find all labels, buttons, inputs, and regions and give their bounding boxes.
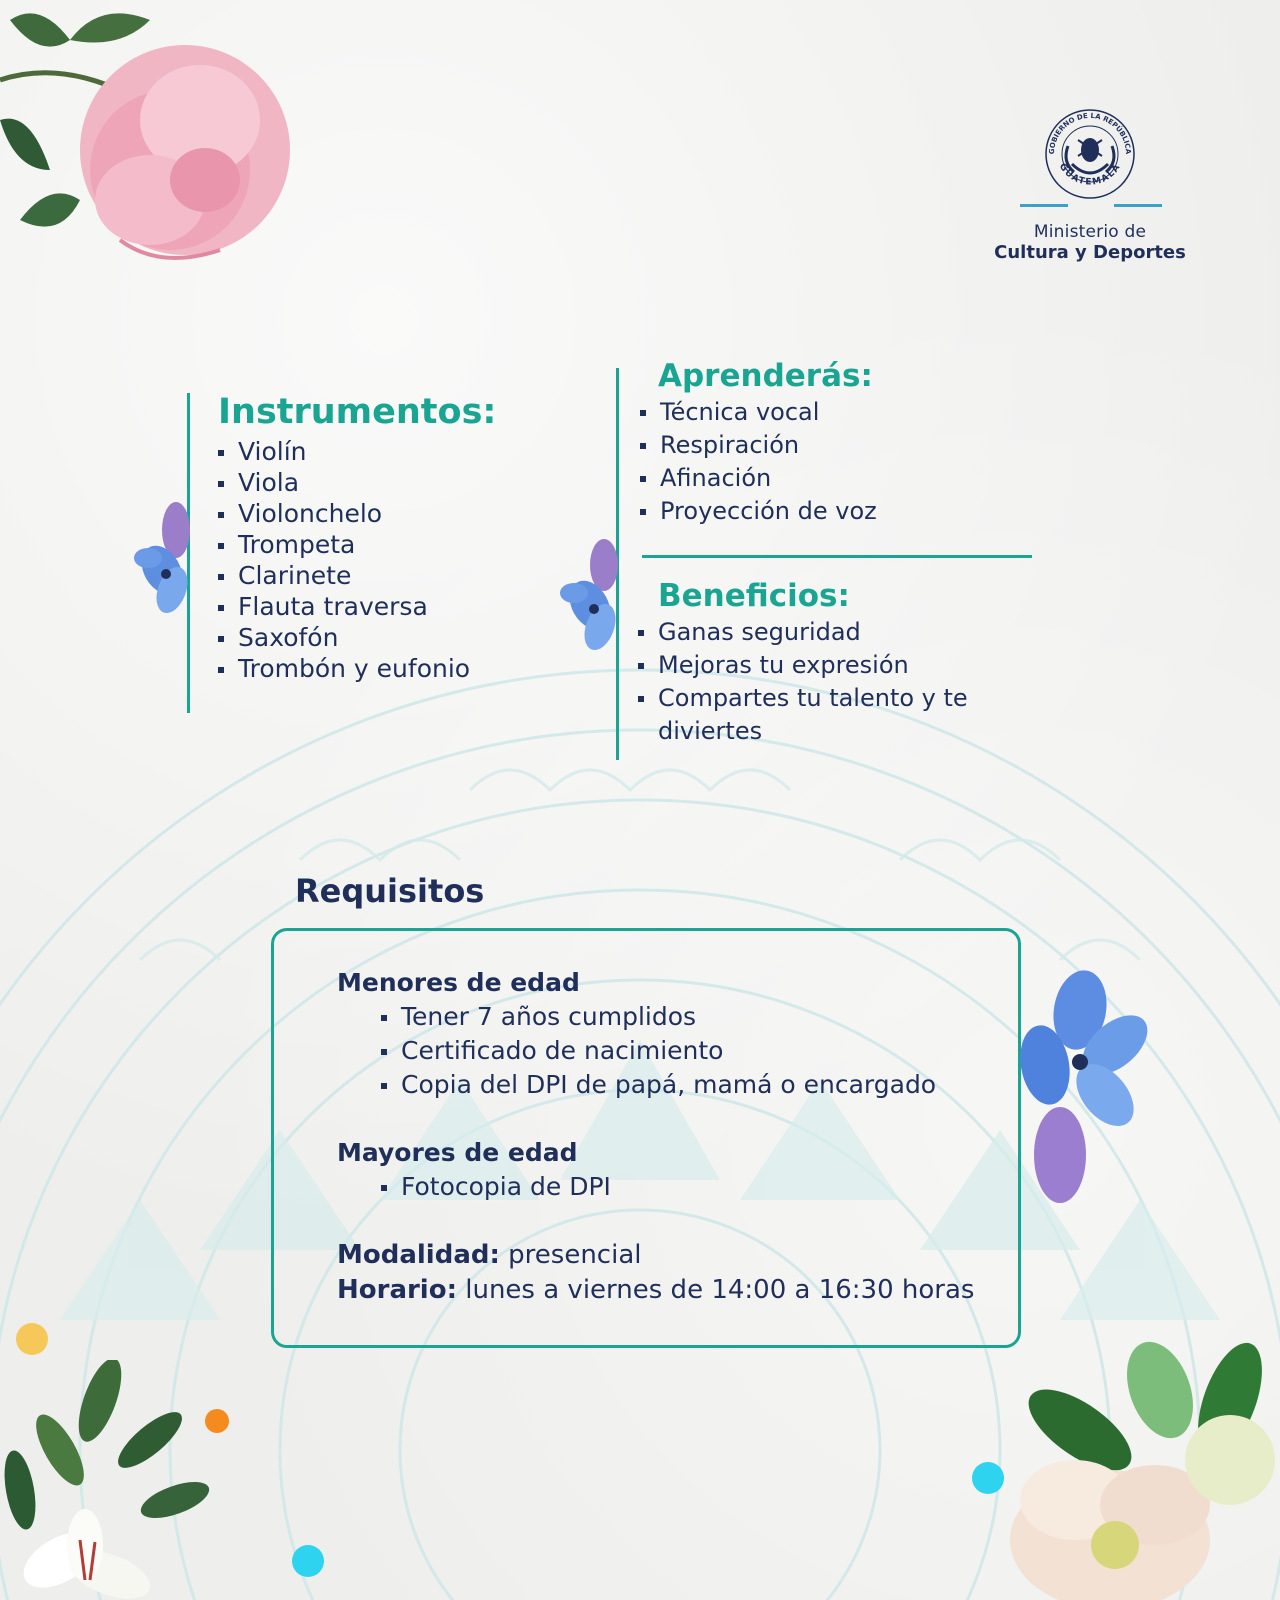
list-item: Respiración <box>640 429 877 462</box>
list-item: Trombón y eufonio <box>218 653 496 684</box>
list-item: Violín <box>218 436 496 467</box>
list-item: Clarinete <box>218 560 496 591</box>
ministry-logo <box>990 106 1190 263</box>
svg-text:GOBIERNO DE LA REPÚBLICA: GOBIERNO DE LA REPÚBLICA <box>1047 111 1133 155</box>
list-item: Fotocopia de DPI <box>381 1170 997 1204</box>
beneficios-section <box>638 578 988 748</box>
requisitos-content <box>337 966 997 1308</box>
cyan-dot <box>292 1545 324 1577</box>
list-item: Ganas seguridad <box>638 616 988 649</box>
guatemala-seal-icon <box>1042 106 1138 202</box>
list-item: Compartes tu talento y te diviertes <box>638 682 988 748</box>
blue-flower-decoration-2 <box>560 535 620 655</box>
requisitos-title: Requisitos <box>295 872 485 910</box>
list-item: Copia del DPI de papá, mamá o encargado <box>381 1068 997 1102</box>
menores-label: Menores de edad <box>337 968 580 997</box>
logo-cultura-text: Cultura y Deportes <box>994 242 1186 263</box>
list-item: Trompeta <box>218 529 496 560</box>
instrumentos-section <box>218 392 496 684</box>
aprenderas-beneficios-divider <box>642 555 1032 558</box>
list-item: Flauta traversa <box>218 591 496 622</box>
list-item: Afinación <box>640 462 877 495</box>
aprenderas-title: Aprenderás: <box>658 358 873 394</box>
hellebore-decoration <box>980 1340 1280 1600</box>
horario-label: Horario: <box>337 1275 457 1305</box>
list-item: Tener 7 años cumplidos <box>381 1000 997 1034</box>
peony-flower-decoration <box>0 0 300 270</box>
leaves-lily-decoration <box>0 1360 230 1600</box>
blue-flower-decoration <box>132 500 192 620</box>
list-item: Técnica vocal <box>640 396 877 429</box>
yellow-dot <box>16 1323 48 1355</box>
logo-divider <box>990 204 1190 210</box>
svg-text:GUATEMALA: GUATEMALA <box>1056 161 1124 188</box>
blue-flower-decoration-3 <box>1020 970 1150 1215</box>
horario-line <box>337 1273 997 1308</box>
list-item: Proyección de voz <box>640 495 877 528</box>
logo-ministerio-text: Ministerio de <box>1033 222 1147 242</box>
modalidad-value: presencial <box>508 1240 642 1270</box>
horario-value: lunes a viernes de 14:00 a 16:30 horas <box>465 1275 975 1305</box>
beneficios-title: Beneficios: <box>658 578 850 614</box>
list-item: Saxofón <box>218 622 496 653</box>
list-item: Certificado de nacimiento <box>381 1034 997 1068</box>
modalidad-line <box>337 1238 997 1273</box>
list-item: Violonchelo <box>218 498 496 529</box>
instrumentos-title: Instrumentos: <box>218 392 497 432</box>
aprenderas-section <box>640 358 877 528</box>
list-item: Viola <box>218 467 496 498</box>
list-item: Mejoras tu expresión <box>638 649 988 682</box>
modalidad-label: Modalidad: <box>337 1240 500 1270</box>
mayores-label: Mayores de edad <box>337 1138 578 1167</box>
